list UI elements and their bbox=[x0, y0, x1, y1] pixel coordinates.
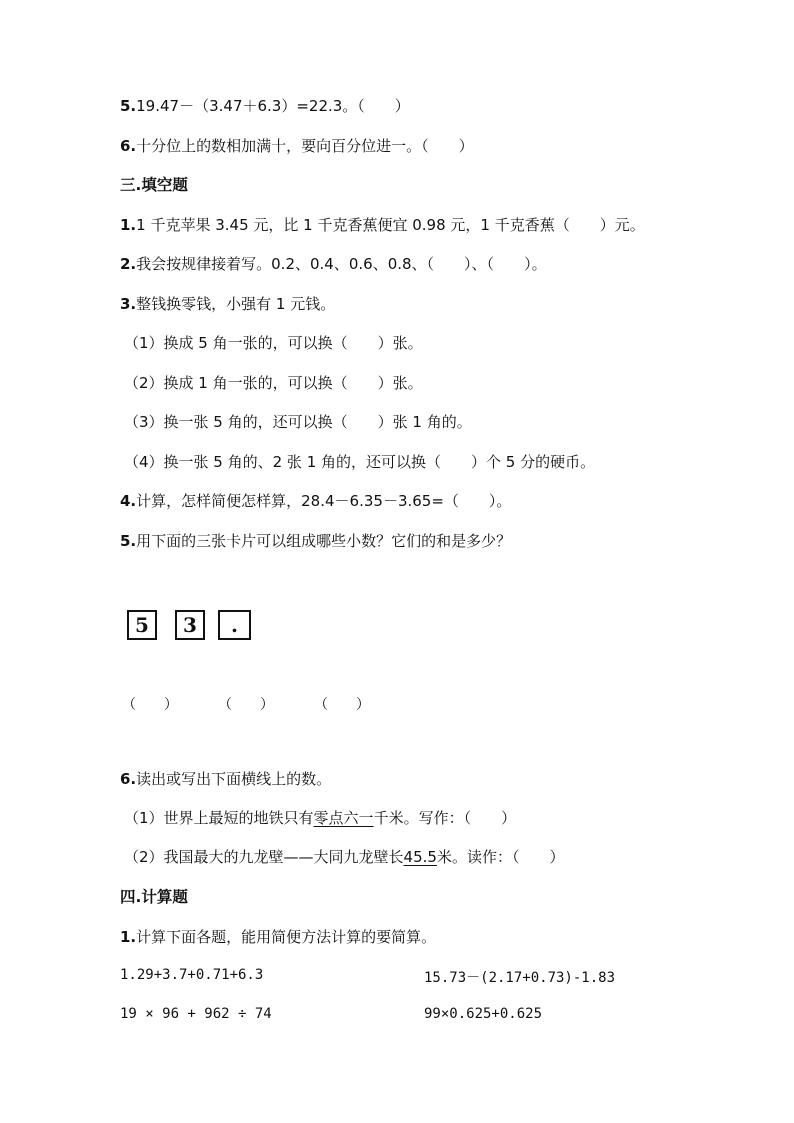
underlined-number: 零点六一 bbox=[313, 809, 374, 827]
sub-text-pre: （1）世界上最短的地铁只有 bbox=[124, 809, 314, 827]
fill-question-6 bbox=[120, 769, 331, 789]
fill-question-1 bbox=[120, 215, 645, 235]
fill-question-3-sub-4: （4）换一张 5 角的、2 张 1 角的，还可以换（ ）个 5 分的硬币。 bbox=[124, 453, 596, 471]
calc-expression-1: 1.29+3.7+0.71+6.3 bbox=[120, 967, 264, 983]
section-3-title: 三.填空题 bbox=[120, 176, 188, 194]
question-number: 1. bbox=[120, 928, 137, 946]
question-number: 2. bbox=[120, 255, 137, 273]
fill-question-4 bbox=[120, 491, 511, 511]
sub-text-post: 米。读作：（ ） bbox=[436, 848, 565, 866]
section-4-title: 四.计算题 bbox=[120, 888, 188, 906]
tf-question-5 bbox=[120, 96, 410, 116]
answer-blank-1: （ ） bbox=[122, 697, 178, 713]
question-text: 用下面的三张卡片可以组成哪些小数？它们的和是多少？ bbox=[136, 532, 512, 550]
question-text: 计算下面各题，能用简便方法计算的要简算。 bbox=[136, 928, 437, 946]
fill-question-3-sub-3: （3）换一张 5 角的，还可以换（ ）张 1 角的。 bbox=[124, 413, 472, 431]
number-card-3: 3 bbox=[175, 610, 205, 640]
calc-question-1 bbox=[120, 927, 436, 947]
question-text: 读出或写出下面横线上的数。 bbox=[136, 770, 332, 788]
underlined-number: 45.5 bbox=[403, 848, 437, 866]
tf-question-6 bbox=[120, 136, 474, 156]
calc-expression-4: 99×0.625+0.625 bbox=[424, 1006, 543, 1022]
question-number: 6. bbox=[120, 137, 137, 155]
fill-question-3-sub-1: （1）换成 5 角一张的，可以换（ ）张。 bbox=[124, 334, 423, 352]
question-number: 4. bbox=[120, 492, 137, 510]
answer-blank-2: （ ） bbox=[218, 697, 274, 713]
question-text: 我会按规律接着写。0.2、0.4、0.6、0.8、（ ）、（ ）。 bbox=[136, 255, 547, 273]
fill-question-6-sub-2 bbox=[124, 847, 564, 867]
question-number: 5. bbox=[120, 97, 137, 115]
calc-expression-3: 19 × 96 + 962 ÷ 74 bbox=[120, 1006, 272, 1022]
fill-question-3-sub-2: （2）换成 1 角一张的，可以换（ ）张。 bbox=[124, 374, 423, 392]
question-text: 计算，怎样简便怎样算，28.4－6.35－3.65=（ ）。 bbox=[136, 492, 512, 510]
question-number: 5. bbox=[120, 532, 137, 550]
fill-question-2 bbox=[120, 254, 547, 274]
question-text: 1 千克苹果 3.45 元，比 1 千克香蕉便宜 0.98 元，1 千克香蕉（ ）元。 bbox=[136, 216, 645, 234]
fill-question-6-sub-1 bbox=[124, 808, 516, 828]
question-number: 3. bbox=[120, 295, 137, 313]
question-number: 6. bbox=[120, 770, 137, 788]
question-text: 19.47－（3.47＋6.3）=22.3。（ ） bbox=[136, 97, 410, 115]
fill-question-3 bbox=[120, 294, 335, 314]
number-card-dot: . bbox=[218, 610, 251, 640]
sub-text-pre: （2）我国最大的九龙壁——大同九龙壁长 bbox=[124, 848, 404, 866]
fill-question-5 bbox=[120, 531, 511, 551]
answer-blank-3: （ ） bbox=[314, 697, 370, 713]
question-text: 整钱换零钱，小强有 1 元钱。 bbox=[136, 295, 336, 313]
number-card-5: 5 bbox=[127, 610, 157, 640]
calc-expression-2: 15.73－(2.17+0.73)-1.83 bbox=[424, 970, 616, 986]
sub-text-post: 千米。写作：（ ） bbox=[373, 809, 517, 827]
question-text: 十分位上的数相加满十，要向百分位进一。（ ） bbox=[136, 137, 474, 155]
question-number: 1. bbox=[120, 216, 137, 234]
